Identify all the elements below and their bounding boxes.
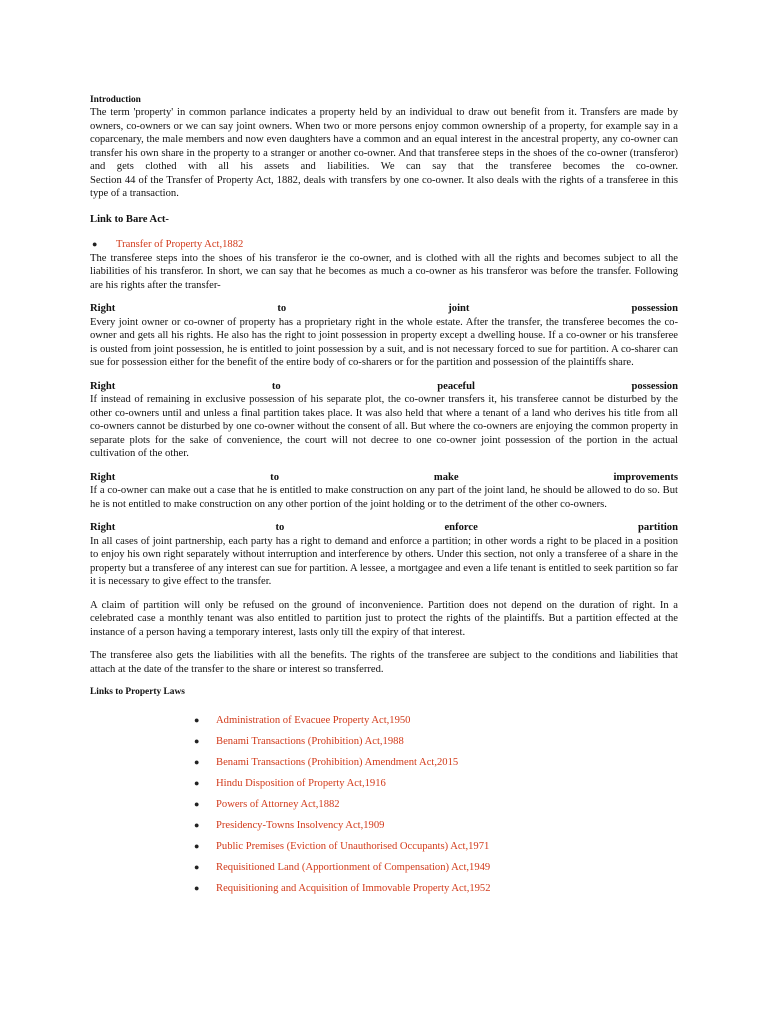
section-body-make-improvements: If a co-owner can make out a case that he is entitled to make construction on any part of the joint land, he should be allowed to do so. But he is not entitled to make construction on any other portion of the joint holding or to the detriment of the other co-owners. [90,485,678,510]
intro-paragraph: The term 'property' in common parlance indicates a property held by an individual to draw out benefit from it. Transfers are made by owners, co-owners or we can say joint owners. When two or more persons enjoy common ownership of a property, for example say in a coparcenary, the male members and now even daughters have a common and an equal interest in the ancestral property, any co-owner can transfer his own share in the property to a stranger or another co-owner. And that transferee steps in the shoes of the co-owner (transferor) and gets clothed with all his assets and liabilities. We can say that the transferee becomes the co-owner. [90,107,678,172]
bare-act-list-item [90,238,678,252]
property-law-link[interactable]: Powers of Attorney Act,1882 [216,798,340,810]
property-law-link[interactable]: Benami Transactions (Prohibition) Act,1988 [216,735,404,747]
list-item [194,857,678,878]
bullet-dot-icon: ● [194,861,200,872]
section-body-peaceful-possession: If instead of remaining in exclusive possession of his separate plot, the co-owner transfers it, his transferee cannot be disturbed by the other co-owners until and unless a final partition takes place. It was also held that where a tenant of a land who derives his title from all co-owners cannot be disturbed by one co-owner without the consent of all. But where the co-owners are enjoying the common property in separate plots for the sake of convenience, the court will not decree to one co-owner joint possession of the portion in the actual cultivation of the other. [90,394,678,459]
section-body-enforce-partition: In all cases of joint partnership, each party has a right to demand and enforce a partition; in other words a right to be placed in a position to enjoy his own right separately without interruption and interference by others. Under this section, not only a transferee of a share in the property but a transferee of any interest can sue for partition. A lessee, a mortgagee and even a life tenant is entitled to seek partition so far it is necessary to give effect to the transfer. [90,535,678,587]
section-44-paragraph: Section 44 of the Transfer of Property Act, 1882, deals with transfers by one co-owner. It also deals with the rights of a transferee in this type of a transaction. [90,174,678,199]
liabilities-paragraph: The transferee also gets the liabilities with all the benefits. The rights of the transferee are subject to the conditions and liabilities that attach at the date of the transfer to the share or interest so transferred. [90,650,678,675]
section-title-peaceful-possession: Right to peaceful possession [90,380,678,392]
property-law-link[interactable]: Requisitioned Land (Apportionment of Compensation) Act,1949 [216,861,491,873]
transferee-paragraph: The transferee steps into the shoes of his transferor ie the co-owner, and is clothed with all the rights and becomes subject to all the liabilities of his transferor. In short, we can say that he becomes as much a co-owner as his transferor was before the transfer. Following are his rights after the transfer- [90,252,678,291]
property-law-link[interactable]: Hindu Disposition of Property Act,1916 [216,777,386,789]
list-item [194,752,678,773]
section-title-make-improvements: Right to make improvements [90,471,678,483]
document-body [90,94,678,899]
list-item [194,815,678,836]
bullet-dot-icon: ● [194,756,200,767]
bullet-dot-icon: ● [194,777,200,788]
transfer-of-property-act-link[interactable]: Transfer of Property Act,1882 [116,239,244,250]
property-law-link[interactable]: Benami Transactions (Prohibition) Amendment Act,2015 [216,756,459,768]
claim-partition-paragraph: A claim of partition will only be refused on the ground of inconvenience. Partition does not depend on the duration of right. In a celebrated case a monthly tenant was also entitled to partition just to protect the rights of the plaintiffs. But a partition effected at the instance of a person having a temporary interest, lasts only till the expiry of that interest. [90,599,678,638]
bullet-dot-icon: ● [194,735,200,746]
section-title-enforce-partition: Right to enforce partition [90,522,678,533]
section-body-joint-possession: Every joint owner or co-owner of property has a proprietary right in the whole estate. After the transfer, the transferee becomes the co-owner and gets all his rights. He also has the right to joint possession in property except a dwelling house. If a co-owner or his transferee is ousted from joint possession, he is entitled to joint possession by a suit, and is not necessary forced to sue for partition. A co-sharer can sue for possession either for the benefit of the entire body of co-sharers or for the partition and possession of the plaintiffs share. [90,316,678,368]
section-title-joint-possession: Right to joint possession [90,303,678,314]
property-law-link[interactable]: Administration of Evacuee Property Act,1950 [216,714,411,726]
bullet-dot-icon: ● [194,798,200,809]
list-item [194,836,678,857]
list-item [194,731,678,752]
bare-act-heading: Link to Bare Act- [90,213,169,225]
list-item [194,878,678,899]
introduction-heading: Introduction [90,95,141,105]
property-law-link[interactable]: Public Premises (Eviction of Unauthorised Occupants) Act,1971 [216,840,490,852]
bullet-dot-icon: ● [194,840,200,851]
list-item [194,710,678,731]
list-item [194,794,678,815]
property-law-link[interactable]: Requisitioning and Acquisition of Immovable Property Act,1952 [216,882,491,894]
property-laws-list [194,710,678,899]
bullet-dot-icon: ● [194,819,200,830]
bullet-dot-icon: ● [92,239,98,249]
bullet-dot-icon: ● [194,882,200,893]
property-law-link[interactable]: Presidency-Towns Insolvency Act,1909 [216,819,385,831]
bullet-dot-icon: ● [194,714,200,725]
property-laws-heading: Links to Property Laws [90,687,185,697]
list-item [194,773,678,794]
